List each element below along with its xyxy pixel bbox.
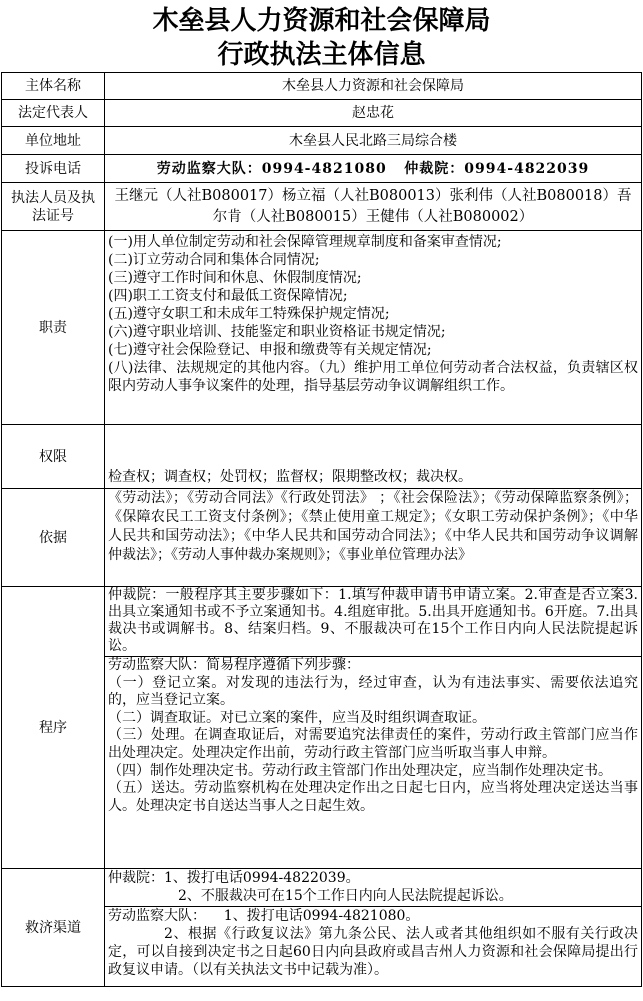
label-duties: 职责: [2, 231, 105, 425]
label-procedure: 程序: [2, 587, 105, 869]
remedy-arbitration-1: 仲裁院：1、拨打电话0994-4822039。: [108, 870, 360, 886]
label-name: 主体名称: [2, 73, 105, 100]
row-name: [2, 73, 642, 100]
duty-item: (七)遵守社会保险登记、申报和缴费等有关规定情况;: [108, 342, 432, 358]
remedy-arbitration-2: 2、不服裁决可在15个工作日内向人民法院提起诉讼。: [178, 888, 513, 904]
row-complaint: [2, 155, 642, 183]
row-remedy: [2, 869, 642, 987]
label-remedy: 救济渠道: [2, 869, 105, 987]
duty-item: (二)订立劳动合同和集体合同情况;: [108, 252, 320, 268]
row-legal-rep: [2, 100, 642, 127]
label-address: 单位地址: [2, 127, 105, 155]
procedure-step: （三）处理。在调查取证后，对需要追究法律责任的案件，劳动行政主管部门应当作出处理决定。处理决定作出前，劳动行政主管部门应当听取当事人申辩。: [108, 727, 638, 761]
row-procedure: [2, 587, 642, 869]
value-legal-rep: 赵忠花: [105, 100, 642, 127]
duty-item: (五)遵守女职工和未成年工特殊保护规定情况;: [108, 306, 390, 322]
duties-list: [105, 231, 642, 425]
label-officers: 执法人员及执法证号: [2, 183, 105, 231]
label-legal-rep: 法定代表人: [2, 100, 105, 127]
remedy-arbitration: [105, 869, 641, 906]
row-officers: [2, 183, 642, 231]
value-complaint: 劳动监察大队：0994-4821080 仲裁院：0994-4822039: [105, 155, 642, 183]
label-basis: 依据: [2, 489, 105, 587]
remedy-inspection-1: 劳动监察大队： 1、拨打电话0994-4821080。: [108, 908, 420, 924]
procedure-inspection-intro: 劳动监察大队：简易程序遵循下列步骤：: [108, 657, 360, 673]
title-line-2: 行政执法主体信息: [217, 40, 426, 70]
value-powers: 检查权；调查权；处罚权；监督权；限期整改权；裁决权。: [105, 425, 642, 489]
procedure-inspection: [105, 656, 641, 815]
row-basis: [2, 489, 642, 587]
procedure-step: （四）制作处理决定书。劳动行政主管部门作出处理决定，应当制作处理决定书。: [108, 762, 612, 779]
value-officers: 王继元（人社B080017）杨立福（人社B080013）张利伟（人社B080018）吾尔肯（人社B080015）王健伟（人社B080002）: [105, 183, 642, 231]
duty-item: (八)法律、法规规定的其他内容。（九）维护用工单位何劳动者合法权益，负责辖区权限内劳动人事争议案件的处理，指导基层劳动争议调解组织工作。: [108, 360, 638, 394]
duty-item: (四)职工工资支付和最低工资保障情况;: [108, 288, 348, 304]
title-line-1: 木垒县人力资源和社会保障局: [152, 6, 491, 36]
procedure-step: （二）调查取证。对已立案的案件，应当及时组织调查取证。: [108, 709, 486, 726]
duty-item: (一)用人单位制定劳动和社会保障管理规章制度和备案审查情况;: [108, 234, 502, 250]
label-complaint: 投诉电话: [2, 155, 105, 183]
value-basis: 《劳动法》；《劳动合同法》《行政处罚法》 ；《社会保险法》；《劳动保障监察条例》；《保障农民工工资支付条例》；《禁止使用童工规定》；《女职工劳动保护条例》；《中华人民共和国劳动法》；《中华人民共和国劳动合同法》；《中华人民共和国劳动争议调解仲裁法》；《劳动人事仲裁办案规则》；《事业单位管理办法》: [105, 489, 642, 587]
page-title: [0, 0, 643, 72]
remedy-inspection-2: 2、根据《行政复议法》第九条公民、法人或者其他组织如不服有关行政决定，可以自接到决定书之日起60日内向县政府或昌吉州人力资源和社会保障局提出行政复议申请。（以有关执法文书中记载为准）。: [108, 926, 638, 978]
remedy-cell: [105, 869, 642, 987]
value-address: 木垒县人民北路三局综合楼: [105, 127, 642, 155]
label-powers: 权限: [2, 425, 105, 489]
procedure-step: （五）送达。劳动监察机构在处理决定作出之日起七日内，应当将处理决定送达当事人。处理决定书自送达当事人之日起生效。: [108, 780, 638, 814]
procedure-step: （一）登记立案。对发现的违法行为，经过审查，认为有违法事实、需要依法追究的，应当登记立案。: [108, 674, 638, 709]
procedure-arbitration: 仲裁院：一般程序其主要步骤如下：1.填写仲裁申请书申请立案。2.审查是否立案3.出具立案通知书或不予立案通知书。4.组庭审批。5.出具开庭通知书。6开庭。7.出具裁决书或调解书。8、结案归档。9、不服裁决可在15个工作日内向人民法院提起诉讼。: [108, 587, 638, 654]
row-address: [2, 127, 642, 155]
duty-item: (六)遵守职业培训、技能鉴定和职业资格证书规定情况;: [108, 324, 446, 340]
remedy-inspection: [105, 906, 641, 979]
duty-item: (三)遵守工作时间和休息、休假制度情况;: [108, 270, 362, 286]
procedure-cell: [105, 587, 642, 869]
value-name: 木垒县人力资源和社会保障局: [105, 73, 642, 100]
row-duties: [2, 231, 642, 425]
row-powers: [2, 425, 642, 489]
info-table: [1, 72, 642, 987]
